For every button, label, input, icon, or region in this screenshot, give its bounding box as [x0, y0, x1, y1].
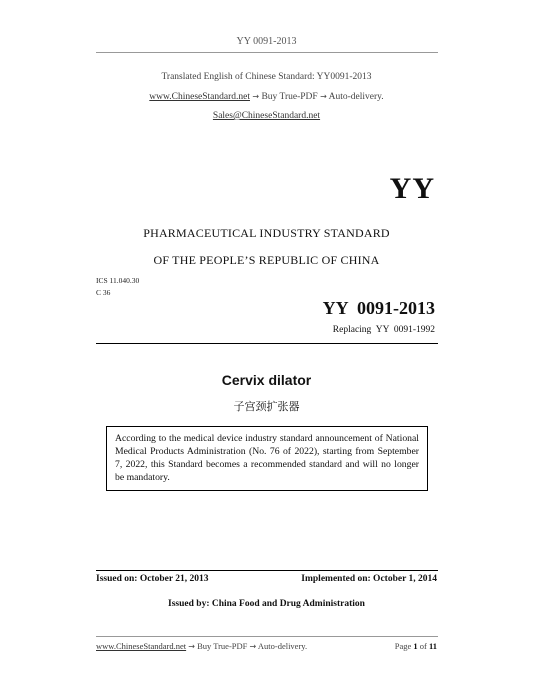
title-divider	[96, 343, 438, 344]
buy-true-pdf-text: Buy True-PDF	[261, 92, 318, 102]
header-divider	[96, 52, 438, 53]
dates-divider	[96, 570, 438, 571]
email-line	[0, 111, 533, 121]
footer-buy-text: Buy True-PDF	[197, 641, 248, 651]
issued-on-date: Issued on: October 21, 2013	[96, 574, 209, 584]
page-word: Page	[394, 641, 412, 651]
replacing-note: Replacing YY 0091-1992	[332, 325, 435, 335]
standard-prefix-logo: YY	[389, 172, 435, 205]
footer-delivery-text: Auto-delivery.	[257, 641, 308, 651]
standard-number: YY 0091-2013	[322, 298, 435, 318]
auto-delivery-text: Auto-delivery.	[328, 92, 384, 102]
page-total: 11	[428, 641, 437, 651]
site-link[interactable]: www.ChineseStandard.net	[149, 92, 250, 102]
email-link[interactable]: Sales@ChineseStandard.net	[212, 111, 321, 121]
translation-line: Translated English of Chinese Standard: YY0091-2013	[161, 72, 372, 82]
arrow-right-icon: →	[320, 92, 327, 101]
page-current: 1	[413, 641, 418, 651]
arrow-right-icon: →	[188, 642, 195, 651]
footer-divider	[96, 636, 438, 637]
arrow-right-icon: →	[249, 642, 257, 651]
page-of-word: of	[419, 641, 427, 651]
footer-site-link[interactable]: www.ChineseStandard.net	[96, 641, 187, 651]
arrow-right-icon: →	[252, 92, 260, 101]
ics-code: ICS 11.040.30	[96, 276, 140, 285]
document-title: Cervix dilator	[221, 372, 312, 388]
implemented-on-date: Implemented on: October 1, 2014	[301, 574, 437, 584]
page-indicator	[395, 641, 437, 651]
status-notice-box: According to the medical device industry standard announcement of National Medical Products Administration (No. 76 of 2022), starting from September 7, 2022, this Standard becomes a recommended standard and will no longer be mandatory.	[106, 426, 428, 491]
issuing-authority: Issued by: China Food and Drug Administration	[168, 599, 365, 609]
industry-line-2: OF THE PEOPLE’S REPUBLIC OF CHINA	[153, 253, 380, 267]
header-standard-code: YY 0091-2013	[236, 36, 297, 47]
industry-line-1: PHARMACEUTICAL INDUSTRY STANDARD	[143, 226, 390, 240]
footer-purchase-line	[96, 641, 307, 651]
purchase-line	[0, 92, 533, 102]
ccs-code: C 36	[96, 288, 111, 297]
document-title-chinese: 子宫颈扩张器	[233, 400, 300, 413]
